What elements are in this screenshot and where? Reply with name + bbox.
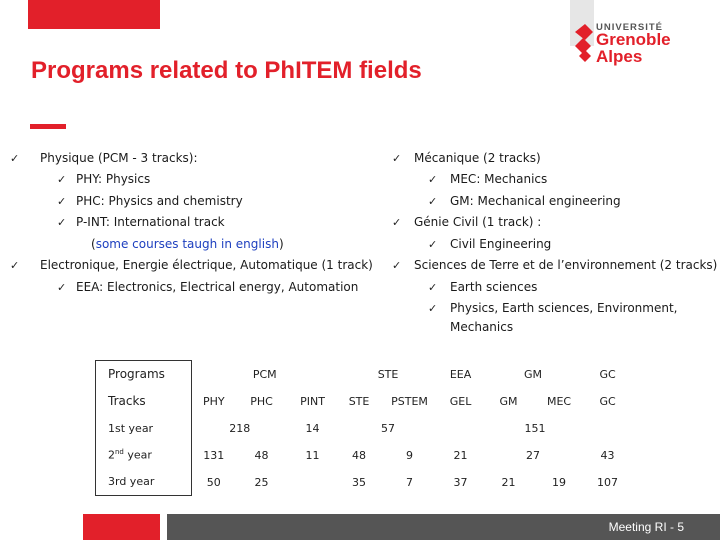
value-cell [288, 469, 338, 496]
logo-grenoble-alpes [596, 31, 671, 65]
check-icon: ✓ [57, 173, 67, 186]
track-cell: PINT [300, 394, 325, 408]
check-icon: ✓ [392, 216, 402, 229]
check-icon: ✓ [57, 281, 67, 294]
value-cell: 25 [254, 475, 269, 489]
value-cell: 9 [406, 448, 414, 462]
track-cell: MEC [546, 394, 572, 408]
logo-alpes: Alpes [596, 47, 643, 66]
logo-mark-icon [573, 22, 595, 62]
pint-note: (some courses taugh in english) [91, 237, 284, 251]
english-note: some courses taugh in english [95, 237, 279, 251]
footer-accent-bar [83, 514, 160, 540]
program-cell: PCM [252, 367, 277, 381]
check-icon: ✓ [392, 259, 402, 272]
check-icon: ✓ [392, 152, 402, 165]
value-cell: 37 [453, 475, 468, 489]
program-cell: STE [377, 367, 399, 381]
university-logo [570, 0, 715, 74]
value-cell: 11 [305, 448, 320, 462]
year1-label: 1st year [96, 415, 192, 442]
track-cell: PHY [202, 394, 225, 408]
programs-label: Programs [96, 361, 192, 388]
value-cell: 7 [406, 475, 414, 489]
table-row-programs [96, 361, 632, 388]
program-cell: EEA [449, 367, 472, 381]
value-cell: 43 [600, 448, 615, 462]
check-icon: ✓ [428, 281, 438, 294]
table-row-year1 [96, 415, 632, 442]
page-title: Programs related to PhITEM fields [31, 57, 422, 84]
value-cell: 218 [229, 421, 251, 435]
value-cell: 14 [305, 421, 320, 435]
check-icon: ✓ [57, 195, 67, 208]
check-icon: ✓ [428, 173, 438, 186]
value-cell: 27 [526, 448, 541, 462]
value-cell: 21 [453, 448, 468, 462]
check-icon: ✓ [428, 238, 438, 251]
track-cell: GM [499, 394, 518, 408]
physics-earth-cont: Mechanics [450, 320, 514, 334]
value-cell: 50 [206, 475, 221, 489]
year3-label: 3rd year [96, 469, 192, 496]
track-cell: GC [599, 394, 616, 408]
table-row-year2 [96, 442, 632, 469]
value-cell: 48 [254, 448, 269, 462]
logo-grenoble: Grenoble [596, 30, 671, 49]
logo-universite: UNIVERSITÉ [596, 22, 664, 33]
title-accent-bar [30, 124, 66, 129]
track-cell: PSTEM [391, 394, 428, 408]
program-cell: GM [524, 367, 543, 381]
program-cell: GC [599, 367, 616, 381]
check-icon: ✓ [57, 216, 67, 229]
value-cell: 48 [352, 448, 367, 462]
check-icon: ✓ [10, 152, 20, 165]
table-row-tracks [96, 388, 632, 415]
footer-page-label: Meeting RI - 5 [608, 520, 684, 534]
programs-table [95, 360, 632, 496]
track-cell: PHC [250, 394, 273, 408]
value-cell: 35 [352, 475, 367, 489]
value-cell: 151 [524, 421, 546, 435]
tracks-label: Tracks [96, 388, 192, 415]
table-row-year3 [96, 469, 632, 496]
footer-bar [167, 514, 720, 540]
check-icon: ✓ [428, 195, 438, 208]
check-icon: ✓ [10, 259, 20, 272]
top-accent-bar [28, 0, 160, 29]
year2-label: 2nd year [96, 442, 192, 469]
value-cell: 21 [501, 475, 516, 489]
track-cell: STE [348, 394, 370, 408]
check-icon: ✓ [428, 302, 438, 315]
value-cell: 19 [552, 475, 567, 489]
track-cell: GEL [449, 394, 472, 408]
value-cell: 131 [203, 448, 225, 462]
value-cell: 107 [597, 475, 619, 489]
value-cell: 57 [381, 421, 396, 435]
